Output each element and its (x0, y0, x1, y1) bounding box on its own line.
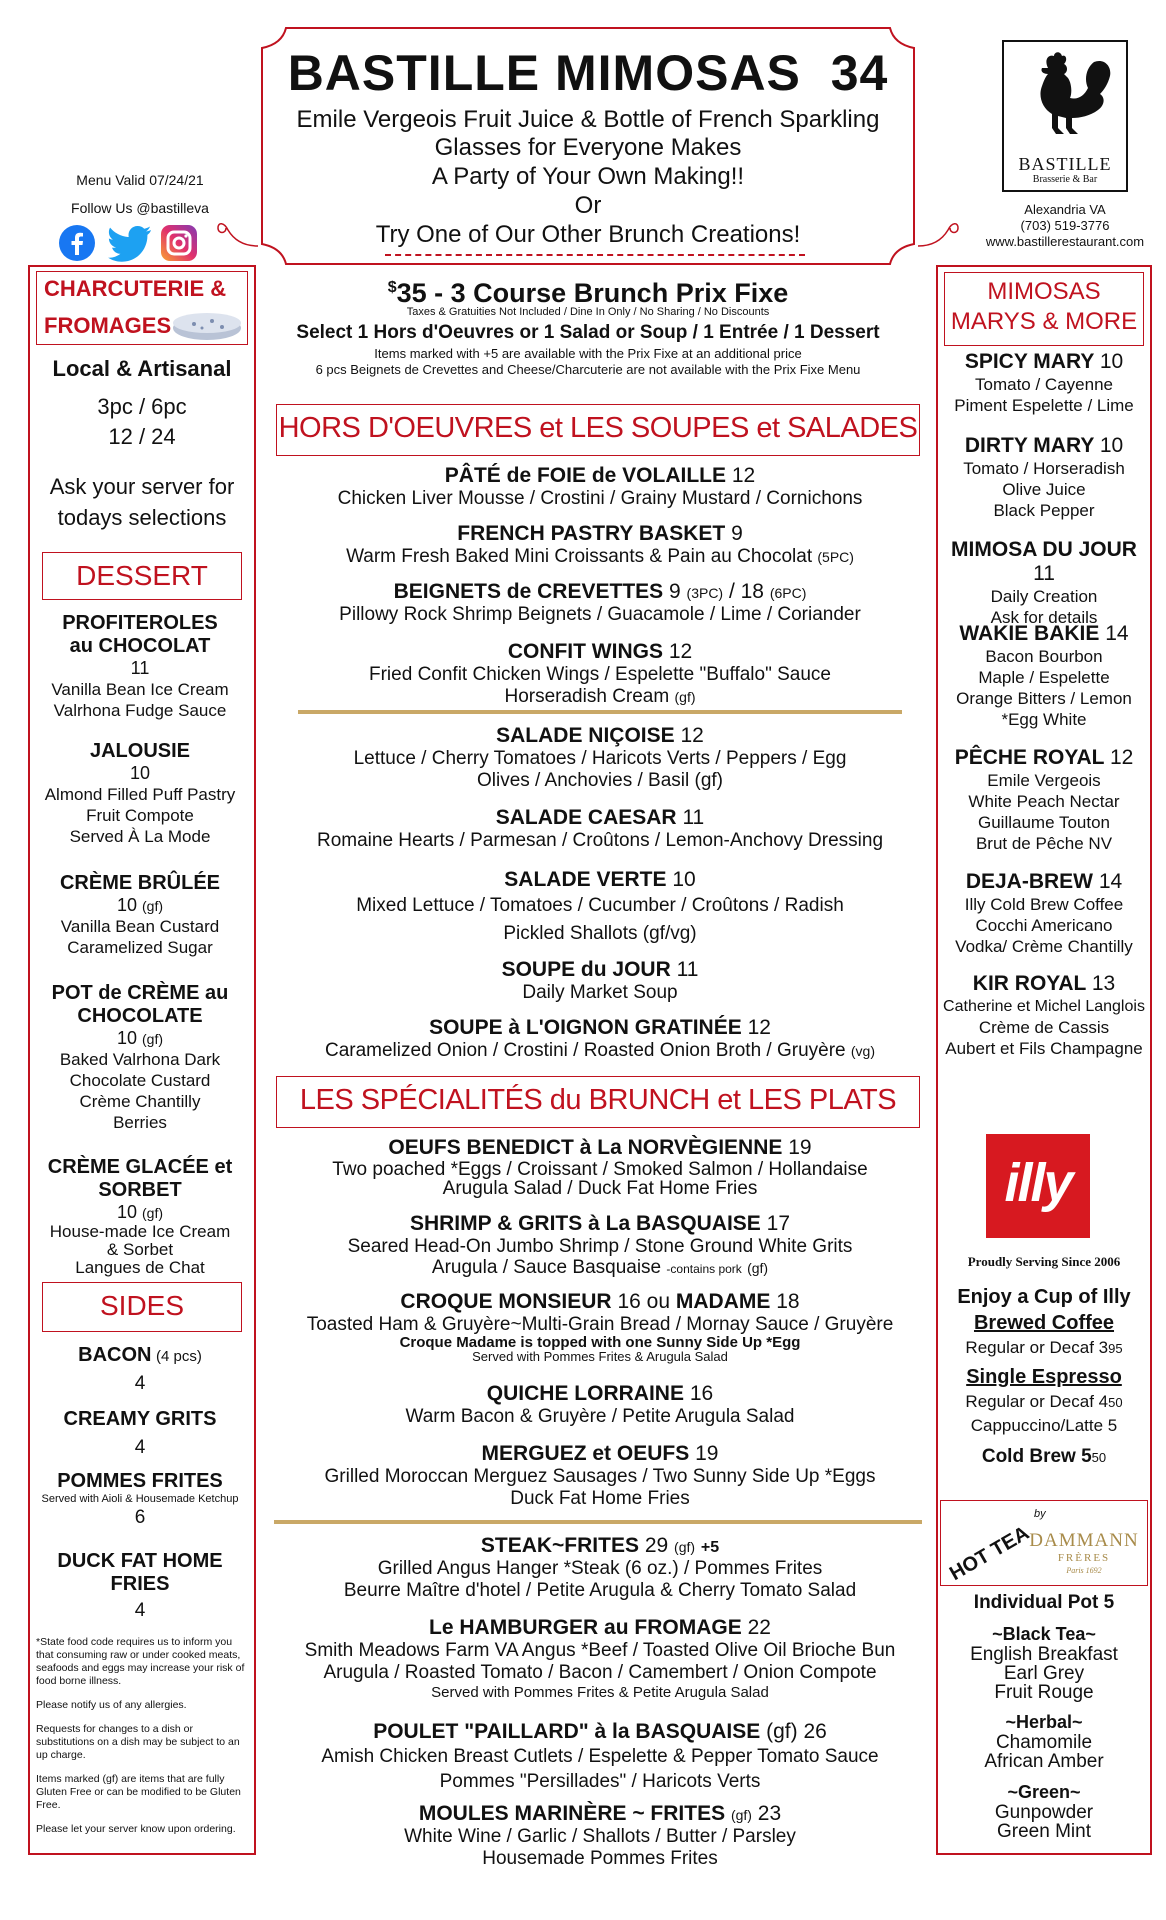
item-extra: +5 (700, 1539, 720, 1556)
dessert-desc: Almond Filled Puff Pastry (44, 785, 236, 804)
drink-desc: Bacon Bourbon (985, 647, 1103, 666)
soupe-du-jour (270, 958, 930, 1004)
item-price: 19 (695, 1442, 719, 1465)
item-price-2: 18 (776, 1290, 800, 1313)
item-desc: Chicken Liver Mousse / Crostini / Grainy Mustard / Cornichons (337, 488, 863, 509)
tea-herbal (940, 1712, 1148, 1771)
item-price: 12 (747, 1016, 771, 1039)
prix-fixe-text: 35 - 3 Course Brunch Prix Fixe (396, 278, 789, 308)
drink-name: KIR ROYAL (972, 972, 1086, 995)
side-price: 4 (134, 1437, 146, 1458)
item-desc: Olives / Anchovies / Basil (gf) (476, 770, 724, 791)
item-desc-note: (5PC) (817, 549, 854, 565)
item-desc: Lettuce / Cherry Tomatoes / Haricots Verts / Peppers / Egg (353, 748, 847, 769)
illy-since: Proudly Serving Since 2006 (967, 1254, 1121, 1269)
drink-name: WAKIE BAKIE (959, 622, 1100, 645)
cold-brew (940, 1446, 1148, 1468)
drink-desc: Olive Juice (1002, 480, 1086, 499)
item-desc: Daily Market Soup (522, 982, 678, 1003)
dessert-desc: Crème Chantilly (79, 1092, 201, 1111)
item-price: 11 (682, 806, 705, 829)
item-desc: Horseradish Cream (504, 686, 670, 707)
item-desc: Duck Fat Home Fries (510, 1488, 690, 1509)
cold-brew-price: Cold Brew 5 (981, 1446, 1092, 1467)
item-desc: Arugula / Sauce Basquaise (431, 1257, 662, 1278)
espresso-line-1 (940, 1392, 1148, 1412)
item-price: 12 (731, 464, 756, 487)
tea-item: Earl Grey (1003, 1663, 1085, 1684)
drink-desc: Ask for details (990, 608, 1098, 627)
item-gf: (gf) (674, 1539, 696, 1555)
right-flourish-icon (916, 212, 962, 252)
salad-nicoise (270, 724, 930, 792)
header-dashed-underline (385, 254, 805, 256)
coffee-price-cents: 95 (1108, 1341, 1123, 1356)
item-name: BEIGNETS de CREVETTES (393, 580, 664, 603)
item-gf: (gf) (766, 1720, 798, 1743)
item-price: 11 (676, 958, 699, 981)
drink-name: PÊCHE ROYAL (954, 746, 1105, 769)
dessert-gf: (gf) (142, 898, 164, 914)
item-desc: Amish Chicken Breast Cutlets / Espelette & Pepper Tomato Sauce (321, 1746, 879, 1767)
item-name: PÂTÉ de FOIE de VOLAILLE (444, 464, 726, 487)
plat-hamburger (270, 1616, 930, 1701)
item-desc: Fried Confit Chicken Wings / Espelette "Buffalo" Sauce (369, 664, 831, 685)
drink-desc: White Peach Nectar (968, 792, 1120, 811)
menu-valid: Menu Valid 07/24/21 (76, 172, 204, 188)
item-desc: Beurre Maître d'hotel / Petite Arugula & Cherry Tomato Salad (343, 1580, 857, 1601)
side-price: 4 (134, 1600, 146, 1621)
item-desc: Warm Fresh Baked Mini Croissants & Pain au Chocolat (346, 546, 813, 567)
disclaimer (36, 1636, 248, 1836)
tea-category: ~Herbal~ (1005, 1712, 1083, 1732)
drink-desc: Aubert et Fils Champagne (945, 1039, 1143, 1058)
dessert-name: CRÈME GLACÉE et (47, 1156, 233, 1178)
dessert-desc: Served À La Mode (69, 827, 211, 846)
coffee-line-1: Enjoy a Cup of Illy (957, 1286, 1131, 1308)
drink-deja-brew (940, 870, 1148, 957)
tea-category: ~Green~ (1007, 1782, 1081, 1802)
drink-price: 14 (1098, 870, 1123, 893)
coffee-line-3 (940, 1338, 1148, 1358)
follow-us: Follow Us @bastilleva (71, 200, 209, 216)
item-name: SALADE CAESAR (495, 806, 677, 829)
item-price-note: (6PC) (769, 585, 807, 601)
tea-by: by (1034, 1508, 1046, 1520)
espresso-line-2: Cappuccino/Latte 5 (970, 1416, 1118, 1435)
dessert-desc: Chocolate Custard (69, 1071, 211, 1090)
item-price: 19 (788, 1136, 812, 1159)
tea-item: English Breakfast (970, 1644, 1118, 1665)
drink-dirty-mary (940, 434, 1148, 521)
prix-fixe-title (270, 278, 906, 309)
drink-desc: Illy Cold Brew Coffee (964, 895, 1124, 914)
dessert-name: PROFITEROLES (62, 612, 218, 634)
item-name: Le HAMBURGER au FROMAGE (429, 1616, 742, 1639)
item-price: 9 (731, 522, 743, 545)
item-name: STEAK~FRITES (480, 1534, 639, 1557)
mimosas-title-2: MARYS & MORE (950, 308, 1138, 335)
salad-caesar (270, 806, 930, 852)
logo-sub: Brasserie & Bar (1032, 174, 1098, 185)
charcuterie-local: Local & Artisanal (52, 356, 232, 381)
tea-item: Chamomile (995, 1732, 1093, 1753)
item-name: SALADE VERTE (504, 868, 667, 891)
salad-verte (270, 868, 930, 948)
drink-desc: Guillaume Touton (978, 813, 1110, 832)
drink-desc: Vodka/ Crème Chantilly (955, 937, 1133, 956)
coffee-line-2: Brewed Coffee (973, 1312, 1115, 1334)
prix-fixe-dollar: $ (387, 279, 397, 296)
side-name: DUCK FAT HOME FRIES (57, 1550, 223, 1595)
drink-kir-royal (940, 972, 1148, 1059)
soupe-oignon (270, 1016, 930, 1062)
cheese-icon (170, 308, 244, 342)
side-bacon (30, 1344, 250, 1395)
item-price: 29 (644, 1534, 669, 1557)
item-name: CROQUE MONSIEUR (400, 1290, 612, 1313)
header-line-1: Emile Vergeois Fruit Juice & Bottle of French Sparkling (296, 106, 880, 133)
espresso-title: Single Espresso (966, 1366, 1122, 1388)
dessert-desc: Langues de Chat (75, 1258, 205, 1277)
drink-price: 10 (1099, 434, 1124, 457)
drink-desc: Orange Bitters / Lemon (956, 689, 1132, 708)
prix-fixe-note: Taxes & Gratuities Not Included / Dine In Only / No Sharing / No Discounts (406, 306, 770, 318)
item-desc-note: (gf) (674, 689, 696, 705)
prix-fixe-select: Select 1 Hors d'Oeuvres or 1 Salad or Soup / 1 Entrée / 1 Dessert (296, 322, 880, 343)
item-desc: Arugula / Roasted Tomato / Bacon / Camembert / Onion Compote (323, 1662, 877, 1683)
drink-desc: Tomato / Horseradish (963, 459, 1125, 478)
item-desc: Romaine Hearts / Parmesan / Croûtons / Lemon-Anchovy Dressing (316, 830, 884, 851)
drink-name: SPICY MARY (964, 350, 1094, 373)
item-price: 23 (757, 1802, 782, 1825)
drink-price: 12 (1109, 746, 1134, 769)
prix-fixe-info-2: 6 pcs Beignets de Crevettes and Cheese/Charcuterie are not available with the Prix Fixe Menu (315, 362, 861, 377)
dessert-creme-glacee (30, 1156, 250, 1277)
item-name: SALADE NIÇOISE (496, 724, 675, 747)
mimosas-title-1: MIMOSAS (987, 278, 1101, 305)
side-note: Served with Aioli & Housemade Ketchup (41, 1493, 239, 1505)
hors-title: HORS D'OEUVRES et LES SOUPES et SALADES (278, 412, 918, 444)
item-name: MERGUEZ et OEUFS (481, 1442, 690, 1465)
item-price: 12 (668, 640, 693, 663)
drink-name: DIRTY MARY (964, 434, 1094, 457)
logo-brand: BASTILLE (1018, 154, 1112, 174)
tea-label: HOT TEA (946, 1522, 1034, 1586)
dessert-desc: Vanilla Bean Custard (60, 917, 220, 936)
plat-moules (270, 1802, 930, 1870)
dessert-title: DESSERT (76, 560, 208, 591)
spec-oeufs-benedict (270, 1136, 930, 1198)
disclaimer-text: Please let your server know upon ordering. (36, 1823, 236, 1835)
sides-title: SIDES (99, 1290, 185, 1321)
dessert-pot-de-creme (30, 982, 250, 1133)
disclaimer-text: *State food code requires us to inform you that consuming raw or under cooked meats, seafoods and eggs may increase your risk of food borne illness. (36, 1636, 245, 1687)
side-duck-fat-fries (30, 1550, 250, 1622)
item-desc: Seared Head-On Jumbo Shrimp / Stone Ground White Grits (347, 1236, 853, 1257)
item-gf: (gf) (730, 1807, 752, 1823)
charcuterie-title-1: CHARCUTERIE & (44, 276, 227, 301)
drink-desc: Tomato / Cayenne (975, 375, 1113, 394)
item-desc-note: (gf) (747, 1260, 769, 1276)
tea-green (940, 1782, 1148, 1841)
dessert-price: 10 (116, 1202, 137, 1222)
twitter-icon[interactable] (108, 226, 152, 262)
drink-desc: Crème de Cassis (978, 1018, 1110, 1037)
item-name: MOULES MARINÈRE ~ FRITES (418, 1802, 726, 1825)
tea-category: ~Black Tea~ (992, 1624, 1096, 1644)
dessert-creme-brulee (30, 872, 250, 958)
drink-desc: Piment Espelette / Lime (954, 396, 1134, 415)
hors-item-beignets (270, 580, 930, 626)
side-creamy-grits (30, 1408, 250, 1459)
drink-desc: Cocchi Americano (975, 916, 1113, 935)
item-desc: White Wine / Garlic / Shallots / Butter / Parsley (404, 1826, 796, 1847)
dessert-desc: Baked Valrhona Dark (59, 1050, 221, 1069)
item-name: OEUFS BENEDICT à La NORVÈGIENNE (388, 1136, 783, 1159)
dessert-gf: (gf) (142, 1205, 164, 1221)
item-desc: Housemade Pommes Frites (482, 1848, 718, 1869)
item-desc: Mixed Lettuce / Tomatoes / Cucumber / Croûtons / Radish (356, 895, 844, 916)
charcuterie-ask-2: todays selections (57, 505, 227, 530)
item-price: 10 (672, 868, 696, 891)
tea-black (940, 1624, 1148, 1702)
cold-brew-cents: 50 (1091, 1450, 1107, 1465)
hors-item-wings (270, 640, 930, 708)
item-price: 12 (680, 724, 704, 747)
item-desc: Toasted Ham & Gruyère~Multi-Grain Bread / Mornay Sauce / Gruyère (306, 1314, 894, 1335)
drink-price: 14 (1105, 622, 1129, 645)
item-desc: Served with Pommes Frites & Arugula Salad (472, 1349, 728, 1364)
side-price: 4 (134, 1373, 146, 1394)
tea-brand-3: Paris 1692 (1066, 1566, 1102, 1575)
plat-poulet (270, 1720, 930, 1794)
plat-steak-frites (270, 1534, 930, 1602)
item-price: 26 (803, 1720, 827, 1743)
logo-website[interactable]: www.bastillerestaurant.com (985, 234, 1145, 249)
item-price-note: (3PC) (686, 585, 724, 601)
item-price-2: / 18 (728, 580, 764, 603)
item-desc: Pickled Shallots (gf/vg) (503, 923, 697, 944)
drink-desc: Daily Creation (990, 587, 1098, 606)
dessert-desc: Fruit Compote (86, 806, 194, 825)
dessert-jalousie (30, 740, 250, 847)
drink-price: 11 (1033, 562, 1055, 585)
espresso-price: Regular or Decaf 4 (965, 1392, 1109, 1411)
drink-desc: Black Pepper (993, 501, 1095, 520)
tea-item: African Amber (984, 1751, 1104, 1772)
dessert-name: CHOCOLATE (77, 1005, 203, 1027)
spec-merguez (270, 1442, 930, 1510)
divider (274, 1520, 922, 1524)
drink-name: DEJA-BREW (965, 870, 1093, 893)
dessert-price: 10 (116, 1028, 137, 1048)
dessert-price: 10 (116, 895, 137, 915)
tea-brand-2: FRÈRES (1057, 1552, 1111, 1564)
drink-desc: Maple / Espelette (978, 668, 1110, 687)
header-line-2: Glasses for Everyone Makes (434, 134, 742, 161)
item-desc: Warm Bacon & Gruyère / Petite Arugula Salad (405, 1406, 795, 1427)
item-desc: Two poached *Eggs / Croissant / Smoked Salmon / Hollandaise (332, 1159, 868, 1180)
side-note: (4 pcs) (155, 1348, 202, 1365)
dessert-price: 10 (129, 763, 151, 783)
drink-price: 13 (1091, 972, 1116, 995)
charcuterie-prices: 12 / 24 (108, 424, 176, 449)
dessert-desc: Valrhona Fudge Sauce (53, 701, 227, 720)
item-name: CONFIT WINGS (507, 640, 663, 663)
dessert-price: 11 (130, 658, 150, 678)
item-name: QUICHE LORRAINE (486, 1382, 684, 1405)
item-price: 16 (617, 1290, 641, 1313)
dessert-desc: & Sorbet (106, 1240, 174, 1259)
dessert-desc: Berries (113, 1113, 167, 1132)
item-name: SHRIMP & GRITS à La BASQUAISE (409, 1212, 761, 1235)
header-line-3: A Party of Your Own Making!! (431, 163, 745, 190)
disclaimer-text: Items marked (gf) are items that are fully Gluten Free or can be modified to be Gluten Free. (36, 1773, 241, 1811)
side-name: CREAMY GRITS (63, 1408, 217, 1430)
illy-logo-text: illy (1004, 1153, 1072, 1213)
spec-shrimp-grits (270, 1212, 930, 1280)
item-desc: Caramelized Onion / Crostini / Roasted Onion Broth / Gruyère (324, 1040, 846, 1061)
charcuterie-title-2: FROMAGES (44, 313, 172, 338)
item-price: 22 (747, 1616, 771, 1639)
dessert-desc: Caramelized Sugar (67, 938, 213, 957)
prix-fixe-info-1: Items marked with +5 are available with the Prix Fixe at an additional price (374, 346, 802, 361)
facebook-icon[interactable] (58, 224, 96, 262)
drink-price: 10 (1099, 350, 1124, 373)
dessert-desc: Vanilla Bean Ice Cream (51, 680, 229, 699)
header-line-5: Try One of Our Other Brunch Creations! (375, 221, 801, 248)
hors-item-pate (270, 464, 930, 510)
hors-item-pastry (270, 522, 930, 568)
item-name: SOUPE à L'OIGNON GRATINÉE (429, 1016, 742, 1039)
item-desc: Arugula Salad / Duck Fat Home Fries (442, 1178, 758, 1199)
item-desc: Pommes "Persillades" / Haricots Verts (439, 1771, 761, 1792)
drink-spicy-mary (940, 350, 1148, 416)
logo-city: Alexandria VA (1024, 202, 1106, 217)
tea-item: Fruit Rouge (994, 1682, 1094, 1703)
drink-name: MIMOSA DU JOUR (951, 538, 1137, 561)
side-name: POMMES FRITES (57, 1470, 223, 1492)
drink-mimosa-du-jour (940, 538, 1148, 628)
dessert-name: SORBET (98, 1179, 182, 1201)
rooster-icon (1018, 50, 1114, 142)
item-desc: Grilled Angus Hanger *Steak (6 oz.) / Pommes Frites (377, 1558, 823, 1579)
item-desc-note: -contains pork (666, 1262, 742, 1276)
spec-title: LES SPÉCIALITÉS du BRUNCH et LES PLATS (299, 1084, 897, 1116)
spec-quiche (270, 1382, 930, 1428)
item-desc: Pillowy Rock Shrimp Beignets / Guacamole / Lime / Coriander (339, 604, 861, 625)
dessert-name: au CHOCOLAT (69, 635, 211, 657)
tea-brand: DAMMANN (1029, 1530, 1139, 1551)
side-name: BACON (78, 1344, 152, 1366)
side-pommes-frites (30, 1470, 250, 1529)
dessert-name: JALOUSIE (89, 740, 191, 762)
side-price: 6 (134, 1507, 146, 1528)
drink-desc: Emile Vergeois (987, 771, 1101, 790)
header-line-4: Or (574, 192, 602, 219)
spec-croque (270, 1290, 930, 1364)
item-desc-note: (vg) (850, 1043, 876, 1059)
item-name-2: MADAME (675, 1290, 771, 1313)
charcuterie-sizes: 3pc / 6pc (97, 394, 187, 419)
item-name: SOUPE du JOUR (501, 958, 671, 981)
item-name: POULET "PAILLARD" à la BASQUAISE (373, 1720, 761, 1743)
dessert-gf: (gf) (142, 1031, 164, 1047)
item-desc: Grilled Moroccan Merguez Sausages / Two Sunny Side Up *Eggs (324, 1466, 876, 1487)
disclaimer-text: Requests for changes to a dish or substitutions on a dish may be subject to an up charge. (36, 1723, 240, 1761)
dessert-name: CRÈME BRÛLÉE (59, 872, 220, 894)
dessert-desc: House-made Ice Cream (49, 1222, 231, 1241)
tea-pot: Individual Pot 5 (973, 1592, 1115, 1613)
divider (298, 710, 902, 714)
drink-desc: *Egg White (1001, 710, 1087, 729)
item-mid: ou (646, 1290, 671, 1313)
item-price: 17 (766, 1212, 791, 1235)
item-desc: Served with Pommes Frites & Petite Arugula Salad (431, 1684, 769, 1701)
drink-wakie-bakie (940, 622, 1148, 730)
drink-peche-royal (940, 746, 1148, 854)
item-desc: Smith Meadows Farm VA Angus *Beef / Toasted Olive Oil Brioche Bun (304, 1640, 896, 1661)
dessert-name: POT de CRÈME au (51, 982, 229, 1004)
dessert-profiteroles (30, 612, 250, 721)
instagram-icon[interactable] (160, 224, 198, 262)
coffee-price: Regular or Decaf 3 (965, 1338, 1109, 1357)
tea-item: Green Mint (997, 1821, 1091, 1842)
item-desc: Croque Madame is topped with one Sunny Side Up *Egg (399, 1334, 801, 1351)
item-price: 16 (689, 1382, 714, 1405)
header-title: BASTILLE MIMOSAS 34 (287, 45, 889, 101)
logo-phone: (703) 519-3776 (1020, 218, 1110, 233)
drink-desc: Catherine et Michel Langlois (943, 998, 1145, 1015)
espresso-price-cents: 50 (1108, 1395, 1123, 1410)
drink-desc: Brut de Pêche NV (975, 834, 1113, 853)
left-flourish-icon (214, 212, 260, 252)
charcuterie-ask-1: Ask your server for (49, 474, 235, 499)
tea-item: Gunpowder (994, 1802, 1094, 1823)
item-name: FRENCH PASTRY BASKET (457, 522, 726, 545)
item-price: 9 (669, 580, 681, 603)
disclaimer-text: Please notify us of any allergies. (36, 1699, 187, 1711)
